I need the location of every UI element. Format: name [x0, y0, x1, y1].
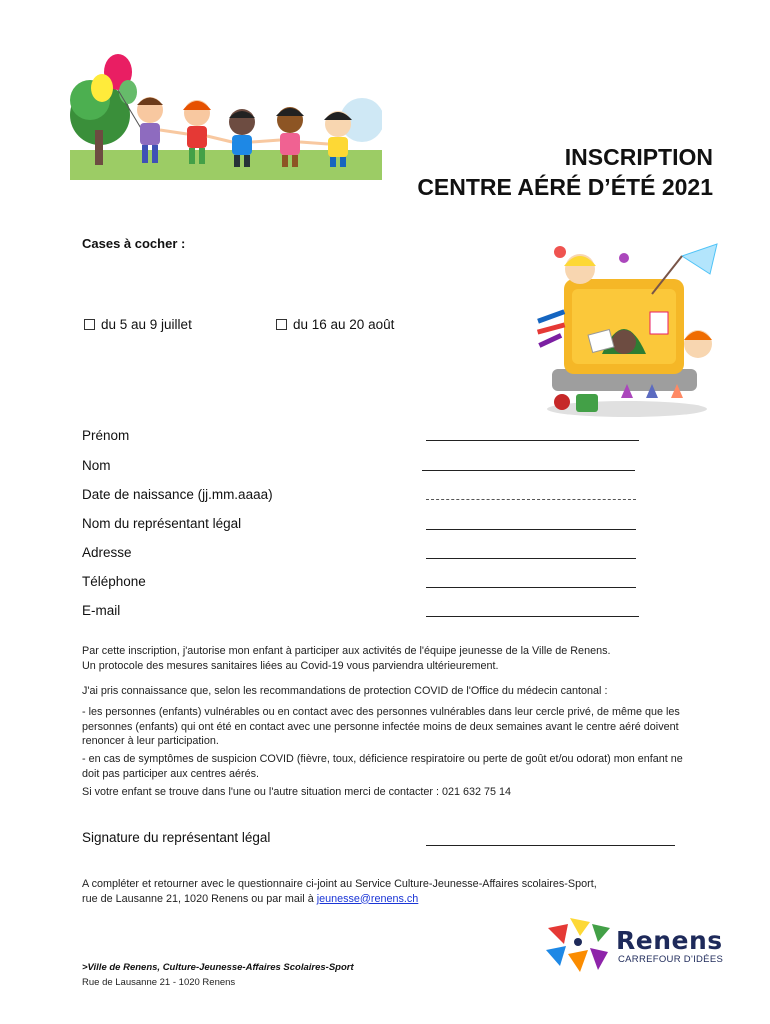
backpack-illustration: [532, 234, 722, 420]
footer-address: Rue de Lausanne 21 - 1020 Renens: [82, 977, 236, 988]
footer-organization: >Ville de Renens, Culture-Jeunesse-Affaires Scolaires-Sport: [82, 962, 354, 973]
return-note-line-1: A compléter et retourner avec le questionnaire ci-joint au Service Culture-Jeunesse-Affaires scolaires-Sport,: [82, 878, 597, 890]
address-field[interactable]: [426, 558, 636, 559]
kids-illustration: [70, 50, 382, 180]
logo-tagline: CARREFOUR D'IDÉES: [618, 954, 724, 965]
email-field[interactable]: [426, 616, 639, 617]
phone-field[interactable]: [426, 587, 636, 588]
authorization-text: [82, 644, 692, 673]
page-title: [417, 142, 713, 202]
return-note-line-2: [82, 892, 702, 907]
lastname-label: Nom: [82, 458, 111, 473]
birthdate-label: Date de naissance (jj.mm.aaaa): [82, 487, 273, 502]
checkbox-july-label: du 5 au 9 juillet: [101, 317, 192, 332]
contact-text: Si votre enfant se trouve dans l'une ou l'autre situation merci de contacter : 021 632 75 14: [82, 786, 512, 798]
lastname-field[interactable]: [422, 470, 635, 471]
logo-name: Renens: [616, 926, 723, 955]
title-line-2: CENTRE AÉRÉ D’ÉTÉ 2021: [417, 174, 713, 200]
checkbox-option-august[interactable]: [276, 317, 394, 332]
authorization-line-2: Un protocole des mesures sanitaires liées au Covid-19 vous parviendra ultérieurement.: [82, 659, 499, 672]
renens-logo: [540, 914, 730, 978]
checkbox-section-label: Cases à cocher :: [82, 236, 186, 251]
phone-label: Téléphone: [82, 574, 146, 589]
covid-symptoms-text: - en cas de symptômes de suspicion COVID (fièvre, toux, déficience respiratoire ou perte de goût et/ou odorat) mon enfant ne doit pas participer aux centres aérés.: [82, 753, 683, 780]
signature-label: Signature du représentant légal: [82, 830, 271, 845]
email-label: E-mail: [82, 603, 121, 618]
title-line-1: INSCRIPTION: [564, 144, 713, 170]
guardian-name-label: Nom du représentant légal: [82, 516, 242, 531]
birthdate-field[interactable]: [426, 499, 636, 500]
return-note-prefix: rue de Lausanne 21, 1020 Renens ou par mail à: [82, 892, 317, 905]
checkbox-august-label: du 16 au 20 août: [293, 317, 395, 332]
checkbox-august[interactable]: [276, 319, 287, 330]
firstname-label: Prénom: [82, 428, 130, 443]
checkbox-july[interactable]: [84, 319, 95, 330]
address-label: Adresse: [82, 545, 132, 560]
guardian-name-field[interactable]: [426, 529, 636, 530]
authorization-line-1: Par cette inscription, j'autorise mon enfant à participer aux activités de l'équipe jeunesse de la Ville de Renens.: [82, 645, 611, 657]
checkbox-option-july[interactable]: [84, 317, 192, 332]
signature-field[interactable]: [426, 845, 675, 846]
covid-intro-text: J'ai pris connaissance que, selon les recommandations de protection COVID de l'Office du médecin cantonal :: [82, 685, 608, 697]
firstname-field[interactable]: [426, 440, 639, 441]
renens-logo-icon: [540, 914, 618, 978]
covid-vulnerable-text: - les personnes (enfants) vulnérables ou en contact avec des personnes vulnérables dans leur cercle privé, de même que les personnes (enfants) qui ont été en contact avec une personne infectée moins de deux semaines avant le centre aéré doivent renoncer à leur participation.: [82, 706, 680, 747]
email-link[interactable]: jeunesse@renens.ch: [316, 892, 419, 905]
return-note: [82, 877, 702, 906]
